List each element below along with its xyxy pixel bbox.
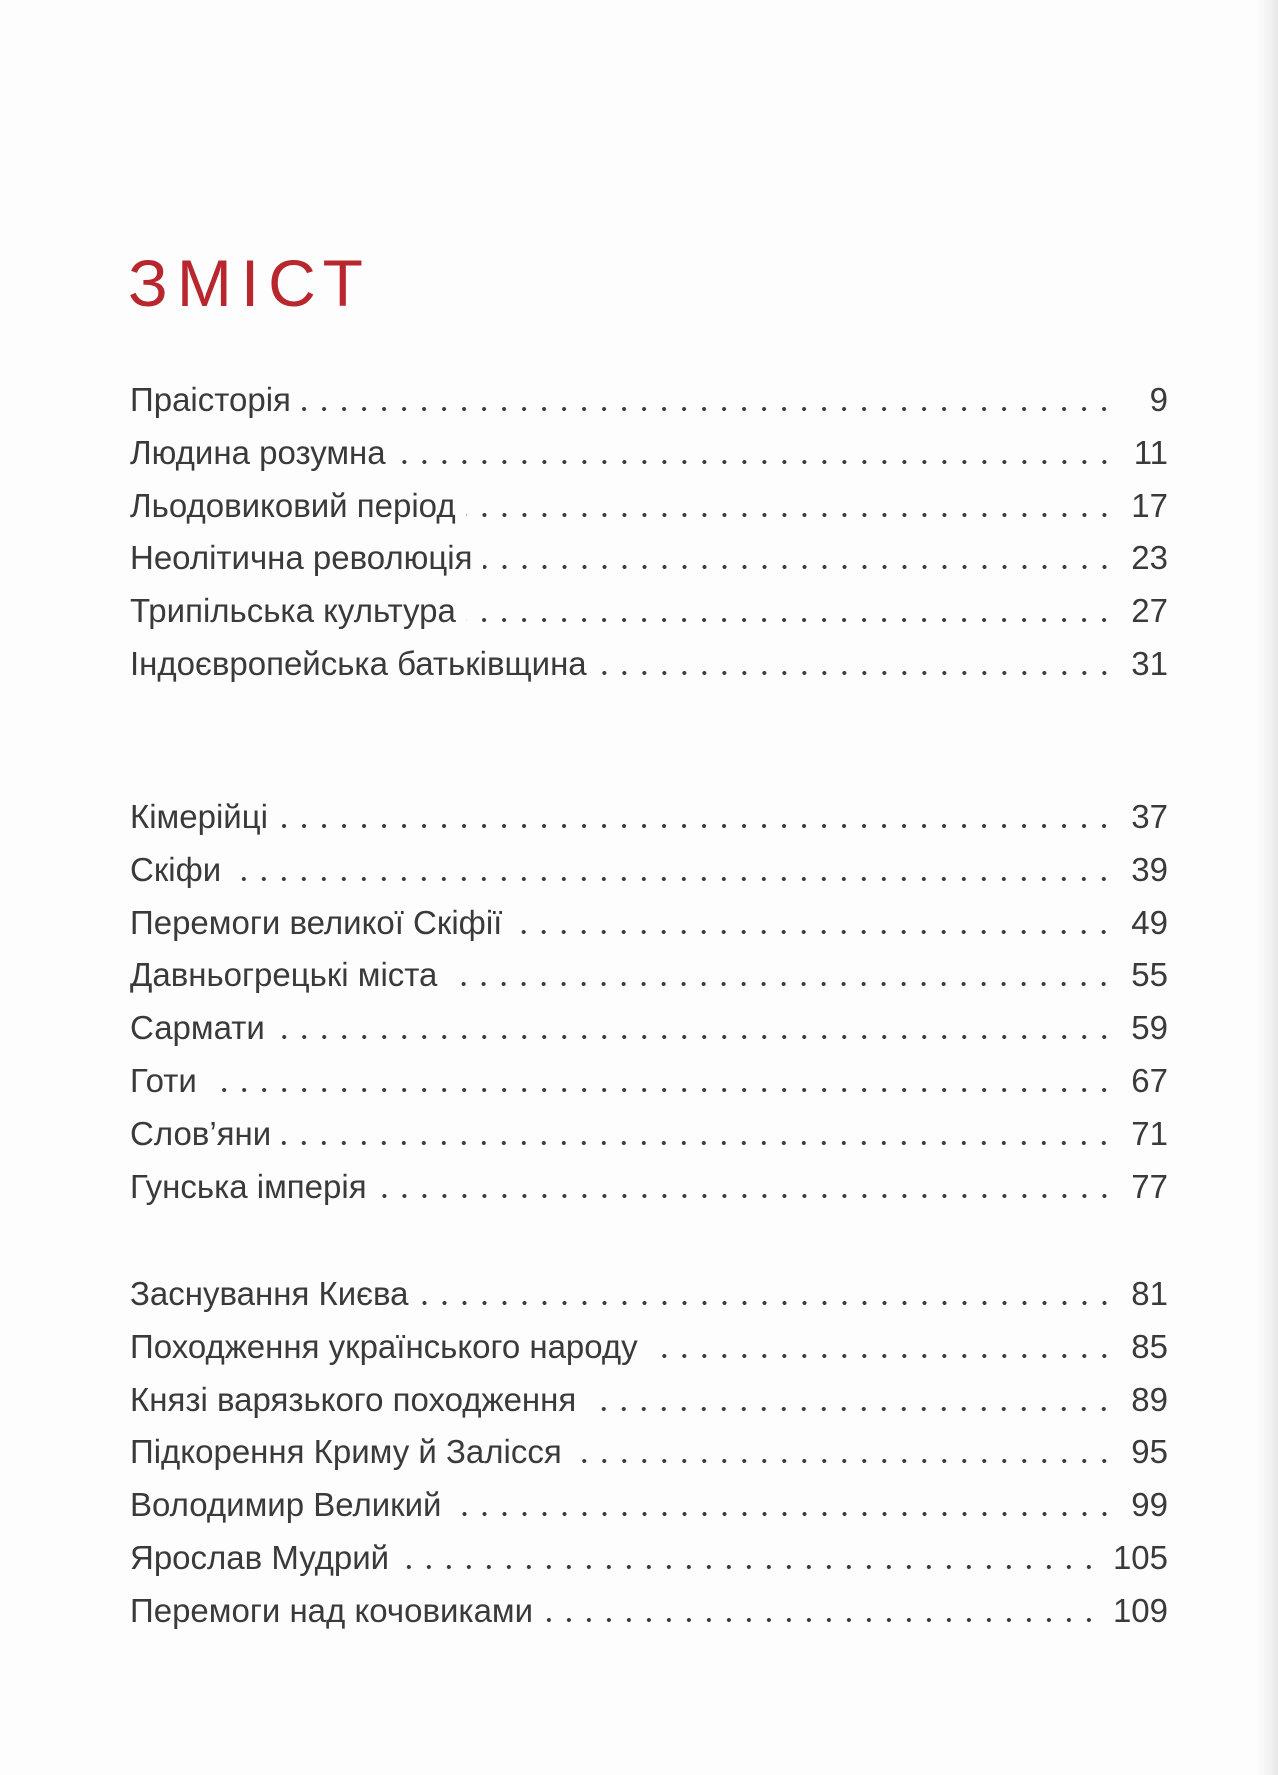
toc-entry[interactable] — [130, 1164, 1168, 1210]
dot-leader — [415, 1271, 1114, 1317]
toc-entry-page-number: 9 — [1149, 381, 1168, 418]
toc-entry[interactable] — [130, 847, 1168, 893]
toc-entry[interactable] — [130, 900, 1168, 946]
dot-leader — [227, 847, 1114, 893]
toc-entry-page-number: 27 — [1131, 592, 1168, 630]
toc-entry-page-number: 11 — [1133, 433, 1168, 471]
toc-entry-page-number: 95 — [1131, 1433, 1168, 1471]
toc-entry[interactable] — [130, 1111, 1168, 1157]
toc-entry-page-number: 59 — [1131, 1009, 1168, 1047]
toc-entry[interactable] — [130, 1058, 1168, 1104]
toc-entry-page-number: 105 — [1112, 1539, 1168, 1576]
dot-leader — [297, 377, 1114, 423]
dot-leader — [443, 952, 1114, 998]
toc-entry[interactable] — [130, 1482, 1168, 1528]
toc-entry-page-number: 85 — [1131, 1327, 1168, 1365]
toc-entry-title: Скіфи — [130, 850, 222, 888]
page-title: ЗМІСТ — [128, 246, 372, 321]
toc-entry[interactable] — [130, 1377, 1168, 1423]
toc-entry-title: Давньогрецькі міста — [130, 956, 438, 994]
toc-entry-title: Підкорення Криму й Залісся — [130, 1433, 562, 1471]
toc-entry-page-number: 77 — [1131, 1167, 1168, 1205]
toc-entry-title: Князі варязького походження — [130, 1380, 577, 1418]
toc-entry-title: Кімерійці — [130, 798, 268, 835]
dot-leader — [479, 535, 1115, 581]
toc-entry-title: Володимир Великий — [130, 1486, 442, 1524]
toc-entry-title: Неолітична революція — [130, 539, 473, 577]
toc-entry[interactable] — [130, 483, 1168, 529]
toc-entry-page-number: 109 — [1112, 1591, 1168, 1629]
toc-entry-page-number: 81 — [1131, 1275, 1168, 1312]
toc-entry[interactable] — [130, 794, 1168, 840]
toc-entry-title: Гунська імперія — [130, 1167, 367, 1205]
toc-entry[interactable] — [130, 952, 1168, 998]
toc-entry-page-number: 37 — [1131, 798, 1168, 835]
dot-leader — [593, 641, 1114, 687]
toc-entry-title: Ярослав Мудрий — [130, 1539, 390, 1576]
toc-entry-page-number: 55 — [1131, 956, 1168, 994]
dot-leader — [373, 1164, 1114, 1210]
toc-entry[interactable] — [130, 1588, 1168, 1634]
toc-entry-page-number: 67 — [1131, 1062, 1168, 1099]
dot-leader — [277, 1111, 1114, 1157]
toc-entry-page-number: 49 — [1131, 903, 1168, 941]
dot-leader — [644, 1324, 1114, 1370]
toc-entry[interactable] — [130, 1324, 1168, 1370]
toc-entry-page-number: 23 — [1131, 539, 1168, 577]
toc-entry-page-number: 71 — [1131, 1114, 1168, 1152]
toc-entry-title: Походження українського народу — [130, 1327, 638, 1365]
dot-leader — [203, 1058, 1114, 1104]
toc-entry-title: Перемоги великої Скіфії — [130, 903, 503, 941]
page-edge-shadow — [1256, 0, 1278, 1775]
toc-entry-title: Слов’яни — [130, 1114, 272, 1152]
dot-leader — [508, 900, 1114, 946]
toc-entry-title: Індоєвропейська батьківщина — [130, 645, 587, 682]
toc-entry-title: Сармати — [130, 1009, 265, 1047]
toc-entry-title: Праісторія — [130, 381, 291, 418]
toc-entry[interactable] — [130, 377, 1168, 423]
dot-leader — [539, 1588, 1099, 1634]
dot-leader — [271, 1005, 1114, 1051]
toc-entry-page-number: 31 — [1131, 645, 1168, 682]
toc-entry-title: Трипільська культура — [130, 592, 456, 630]
dot-leader — [395, 1535, 1099, 1581]
toc-entry-title: Людина розумна — [130, 433, 386, 471]
toc-entry[interactable] — [130, 588, 1168, 634]
toc-entry-title: Перемоги над кочовиками — [130, 1591, 534, 1629]
dot-leader — [462, 588, 1114, 634]
toc-entry-page-number: 89 — [1131, 1380, 1168, 1418]
toc-entry-page-number: 99 — [1131, 1486, 1168, 1524]
dot-leader — [392, 430, 1114, 476]
toc-entry[interactable] — [130, 1271, 1168, 1317]
dot-leader — [462, 483, 1114, 529]
dot-leader — [274, 794, 1114, 840]
toc-entry-page-number: 17 — [1131, 486, 1168, 524]
dot-leader — [568, 1429, 1114, 1475]
toc-entry[interactable] — [130, 1005, 1168, 1051]
dot-leader — [448, 1482, 1115, 1528]
toc-entry[interactable] — [130, 1429, 1168, 1475]
toc-entry[interactable] — [130, 430, 1168, 476]
toc-entry-title: Готи — [130, 1062, 197, 1099]
toc-entry-title: Льодовиковий період — [130, 486, 456, 524]
toc-entry[interactable] — [130, 535, 1168, 581]
toc-entry-page-number: 39 — [1131, 850, 1168, 888]
toc-entry-title: Заснування Києва — [130, 1275, 409, 1312]
toc-entry[interactable] — [130, 1535, 1168, 1581]
toc-entry[interactable] — [130, 641, 1168, 687]
dot-leader — [582, 1377, 1114, 1423]
